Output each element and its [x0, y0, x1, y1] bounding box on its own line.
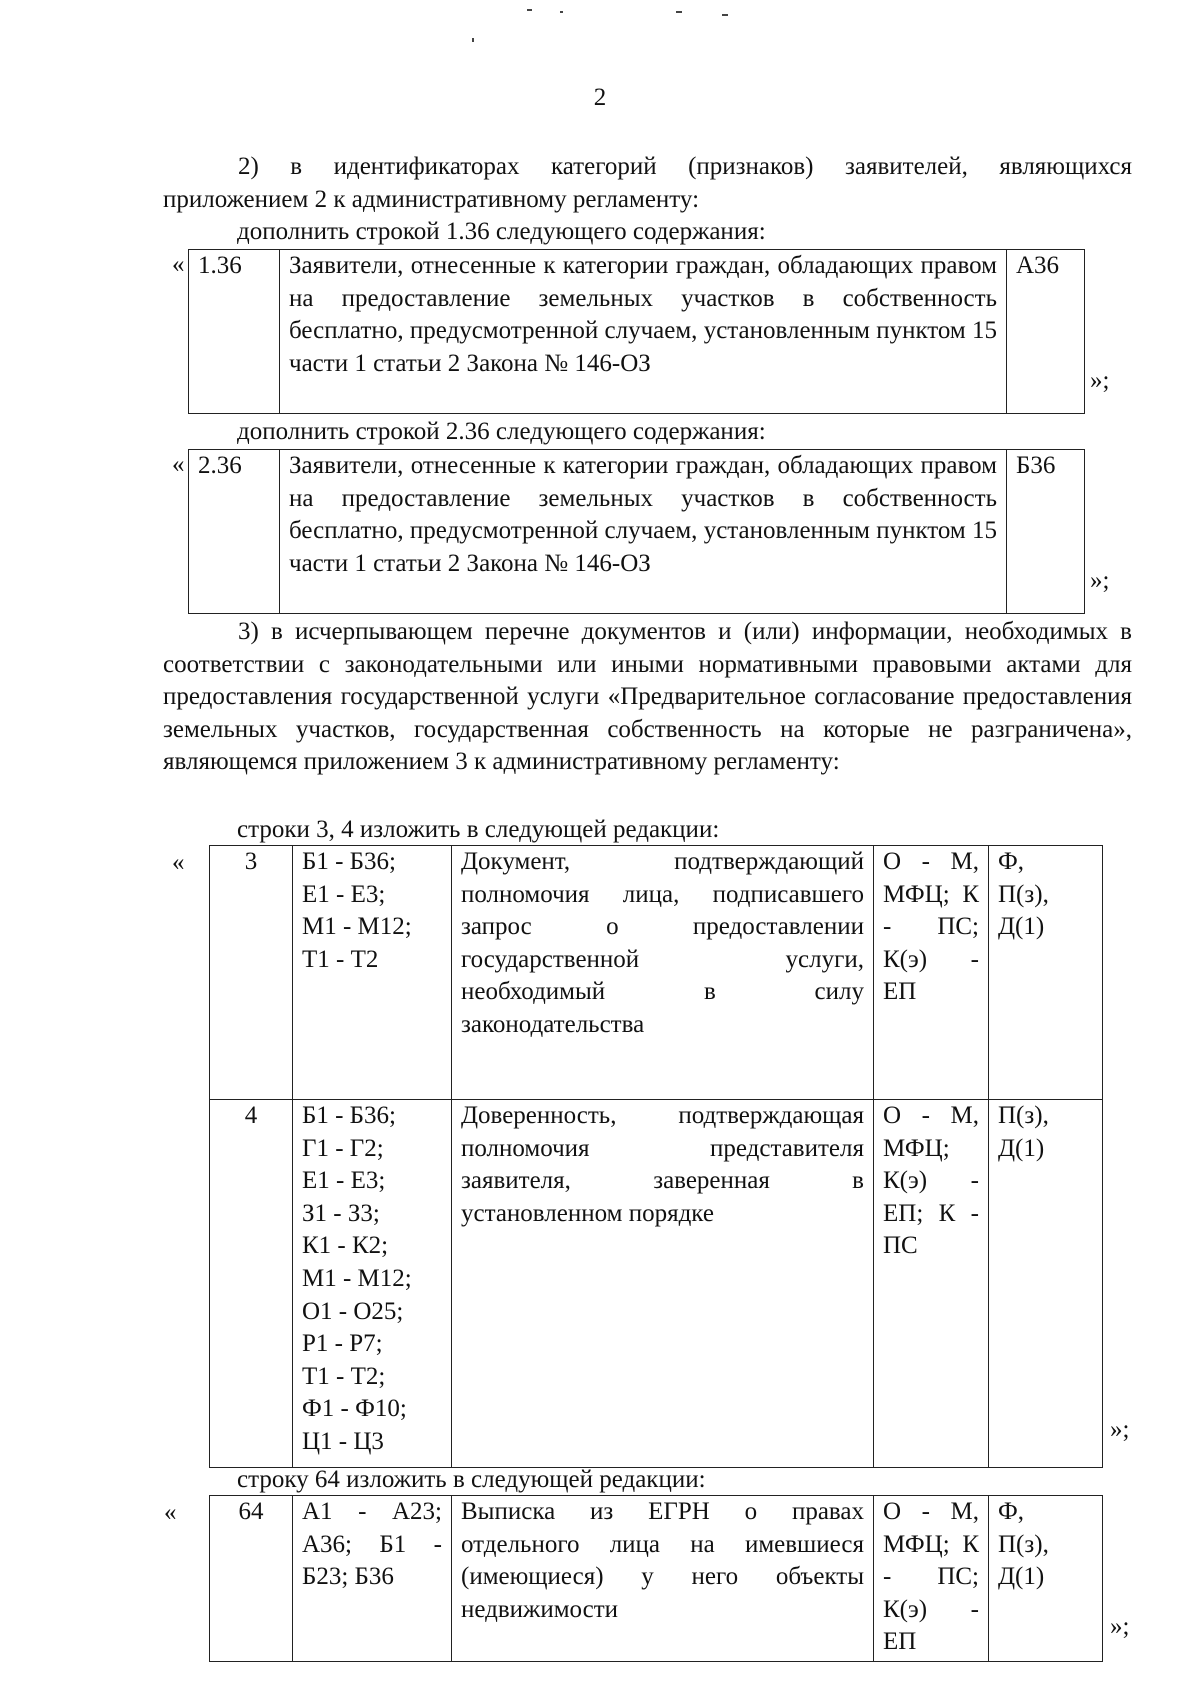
category-range: Т1 - Т2	[302, 945, 379, 973]
row-number: 1.36	[189, 250, 280, 414]
table-row-1-36	[188, 249, 1085, 414]
row-description: Заявители, отнесенные к категории граждан, обладающих правом на предоставление земельных участков в собственность бесплатно, предусмотренной случаем, установленным пунктом 15 части 1 статьи 2 Закона № 146-ОЗ	[280, 450, 1007, 614]
scan-speck	[722, 14, 728, 16]
category-range: Ц1 - Ц3	[302, 1427, 384, 1455]
row-forms	[989, 846, 1103, 1100]
row-document: Доверенность, подтверждающая полномочия представителя заявителя, заверенная в установленном порядке	[452, 1100, 874, 1468]
category-range: М1 - М12;	[302, 1264, 412, 1292]
quote-close: »;	[1110, 1613, 1130, 1640]
form-code: Д(1)	[998, 1134, 1045, 1162]
row-methods: О - М, МФЦ; К(э) - ЕП; К - ПС	[874, 1100, 989, 1468]
row-number: 2.36	[189, 450, 280, 614]
row-forms	[989, 1496, 1103, 1662]
quote-open: «	[172, 251, 185, 278]
scan-speck	[676, 11, 682, 13]
intro-row-2-36: дополнить строкой 2.36 следующего содержания:	[237, 418, 766, 445]
quote-close: »;	[1110, 1416, 1130, 1443]
category-range: Б1 - Б36;	[302, 1102, 396, 1129]
item2-paragraph: 2) в идентификаторах категорий (признаков) заявителей, являющихся приложением 2 к административному регламенту:	[163, 153, 1132, 213]
quote-open: «	[172, 849, 185, 876]
table-row-2-36	[188, 449, 1085, 614]
category-range: З1 - З3;	[302, 1199, 380, 1227]
form-code: П(з),	[998, 1102, 1049, 1129]
row-number: 4	[210, 1100, 293, 1468]
category-range: Ф1 - Ф10;	[302, 1395, 407, 1423]
form-code: Д(1)	[998, 913, 1045, 941]
form-code: Ф,	[998, 848, 1025, 875]
intro-row-1-36: дополнить строкой 1.36 следующего содержания:	[237, 218, 766, 245]
scan-speck	[472, 38, 474, 42]
row-document: Документ, подтверждающий полномочия лица, подписавшего запрос о предоставлении государственной услуги, необходимый в силу законодательства	[452, 846, 874, 1100]
form-code: Ф,	[998, 1498, 1025, 1525]
category-range: Р1 - Р7;	[302, 1330, 383, 1358]
intro-rows-3-4: строки 3, 4 изложить в следующей редакции:	[237, 816, 720, 843]
category-range: Т1 - Т2;	[302, 1362, 386, 1390]
row-categories	[293, 1100, 452, 1468]
intro-row-64: строку 64 изложить в следующей редакции:	[237, 1466, 706, 1493]
quote-open: «	[172, 451, 185, 478]
form-code: П(з),	[998, 880, 1049, 908]
row-categories	[293, 846, 452, 1100]
row-document: Выписка из ЕГРН о правах отдельного лица на имевшиеся (имеющиеся) у него объекты недвижимости	[452, 1496, 874, 1662]
table-rows-3-4	[209, 845, 1103, 1468]
table-row	[210, 846, 1103, 1100]
scan-speck	[527, 9, 532, 11]
table-row	[210, 1496, 1103, 1662]
table-row	[210, 1100, 1103, 1468]
quote-close: »;	[1090, 567, 1110, 594]
page-number: 2	[593, 84, 607, 111]
row-code: А36	[1007, 250, 1085, 414]
category-range: Е1 - Е3;	[302, 1167, 386, 1195]
table-row-64	[209, 1495, 1103, 1662]
item3-paragraph: 3) в исчерпывающем перечне документов и (или) информации, необходимых в соответствии с законодательными или иными нормативными правовыми актами для предоставления государственной услуги «Предварительное согласование предоставления земельных участков, государственная собственность на которые не разграничена», являющемся приложением 3 к административному регламенту:	[163, 618, 1132, 776]
category-range: Г1 - Г2;	[302, 1134, 384, 1162]
row-forms	[989, 1100, 1103, 1468]
category-range: Е1 - Е3;	[302, 880, 386, 908]
category-range: О1 - О25;	[302, 1297, 404, 1325]
row-code: Б36	[1007, 450, 1085, 614]
row-number: 64	[210, 1496, 293, 1662]
row-methods: О - М, МФЦ; К - ПС; К(э) - ЕП	[874, 1496, 989, 1662]
table-row	[189, 450, 1085, 614]
row-methods: О - М, МФЦ; К - ПС; К(э) - ЕП	[874, 846, 989, 1100]
category-range: Б1 - Б36;	[302, 848, 396, 875]
table-row	[189, 250, 1085, 414]
category-range: М1 - М12;	[302, 913, 412, 941]
form-code: П(з),	[998, 1530, 1049, 1558]
quote-close: »;	[1090, 367, 1110, 394]
row-number: 3	[210, 846, 293, 1100]
row-categories: А1 - А23; А36; Б1 - Б23; Б36	[293, 1496, 452, 1662]
row-description: Заявители, отнесенные к категории граждан, обладающих правом на предоставление земельных участков в собственность бесплатно, предусмотренной случаем, установленным пунктом 15 части 1 статьи 2 Закона № 146-ОЗ	[280, 250, 1007, 414]
category-range: К1 - К2;	[302, 1232, 389, 1260]
scan-speck	[560, 11, 563, 13]
quote-open: «	[164, 1499, 177, 1526]
form-code: Д(1)	[998, 1563, 1045, 1591]
